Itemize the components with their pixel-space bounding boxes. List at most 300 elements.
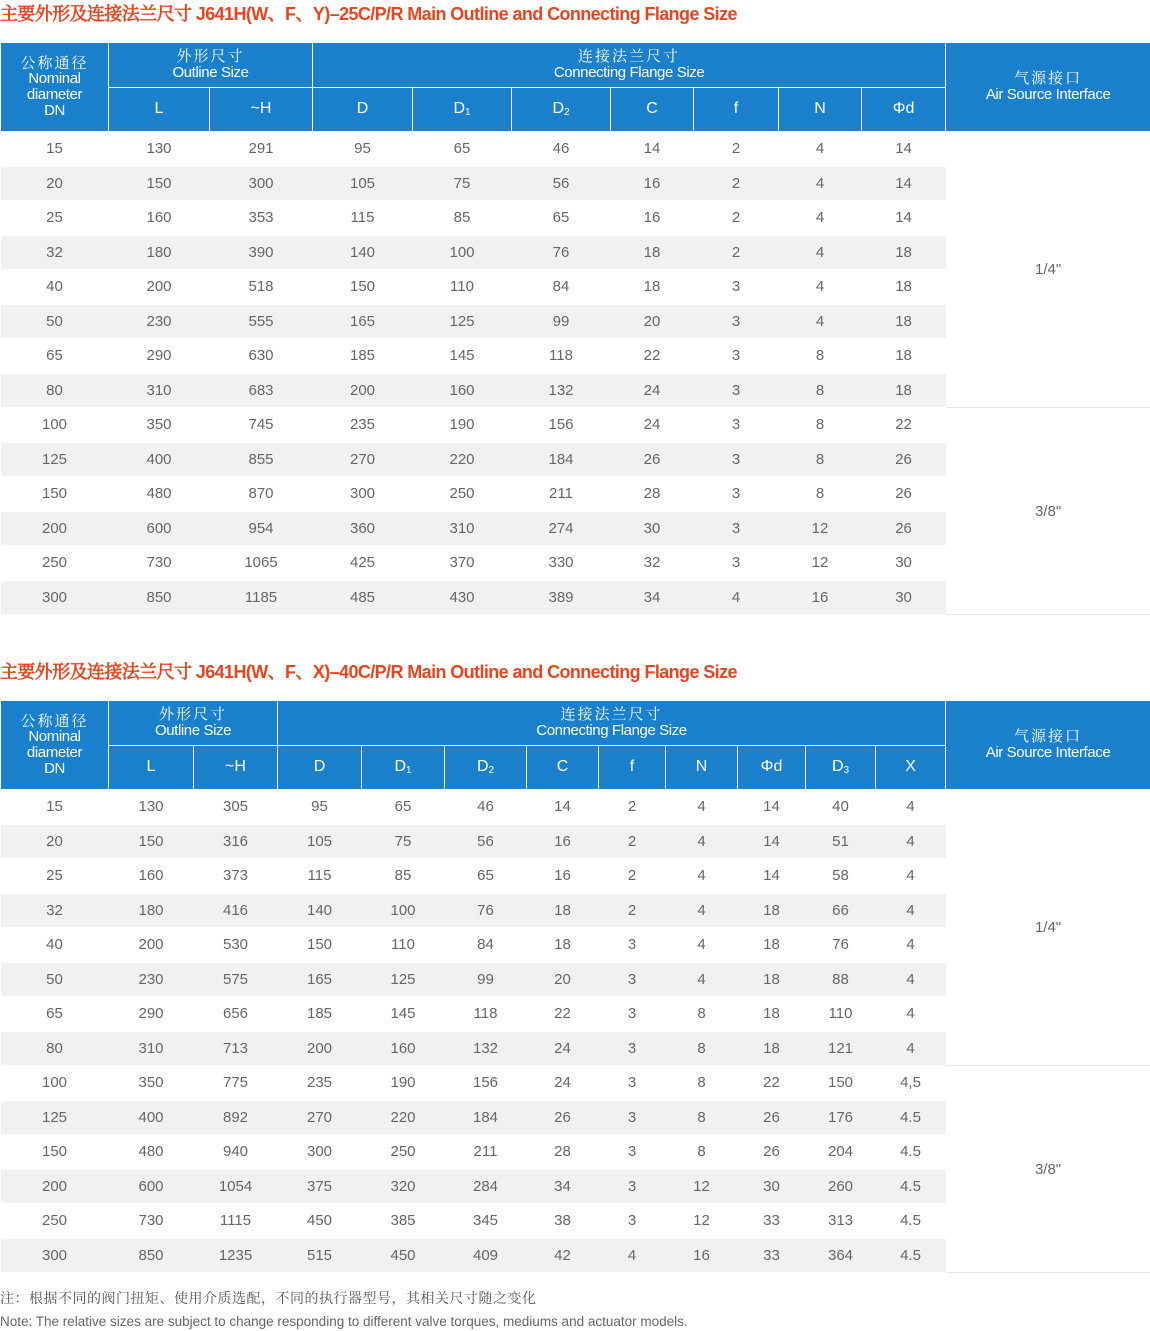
table-cell: 230 bbox=[109, 304, 210, 339]
table-cell: 360 bbox=[313, 511, 413, 546]
table-cell: 8 bbox=[779, 442, 862, 477]
table-cell: 14 bbox=[527, 790, 599, 825]
table-cell: 200 bbox=[313, 373, 413, 408]
dn-cell: 125 bbox=[1, 1100, 109, 1135]
dn-cell: 200 bbox=[1, 511, 109, 546]
table-cell: 2 bbox=[694, 235, 779, 270]
table-row bbox=[1, 790, 1150, 825]
table-cell: 515 bbox=[278, 1238, 362, 1273]
table-cell: 310 bbox=[109, 1031, 194, 1066]
table-cell: 310 bbox=[413, 511, 512, 546]
dn-cell: 20 bbox=[1, 824, 109, 859]
table-cell: 656 bbox=[194, 997, 278, 1032]
table-cell: 18 bbox=[862, 339, 946, 374]
table-cell: 184 bbox=[512, 442, 611, 477]
table-cell: 176 bbox=[806, 1100, 876, 1135]
table-cell: 3 bbox=[694, 511, 779, 546]
table-cell: 85 bbox=[362, 859, 445, 894]
table-cell: 200 bbox=[278, 1031, 362, 1066]
column-header: L bbox=[109, 746, 194, 790]
air-source-cell: 1/4" bbox=[946, 790, 1150, 1066]
table-cell: 156 bbox=[445, 1066, 527, 1101]
table-cell: 4 bbox=[876, 859, 946, 894]
table-cell: 1115 bbox=[194, 1204, 278, 1239]
table-cell: 18 bbox=[527, 928, 599, 963]
table-cell: 211 bbox=[512, 477, 611, 512]
table-cell: 300 bbox=[313, 477, 413, 512]
table-cell: 3 bbox=[599, 1100, 666, 1135]
table-cell: 290 bbox=[109, 997, 194, 1032]
table-cell: 450 bbox=[278, 1204, 362, 1239]
table-cell: 110 bbox=[806, 997, 876, 1032]
table-cell: 24 bbox=[611, 408, 694, 443]
table-cell: 1054 bbox=[194, 1169, 278, 1204]
table-cell: 160 bbox=[109, 859, 194, 894]
table-cell: 110 bbox=[413, 270, 512, 305]
dn-cell: 32 bbox=[1, 235, 109, 270]
table-cell: 20 bbox=[611, 304, 694, 339]
table1-title: 主要外形及连接法兰尺寸 J641H(W、F、Y)–25C/P/R Main Outline and Connecting Flange Size bbox=[0, 4, 737, 24]
table-cell: 66 bbox=[806, 893, 876, 928]
table-cell: 3 bbox=[599, 997, 666, 1032]
table-cell: 184 bbox=[445, 1100, 527, 1135]
table-cell: 99 bbox=[445, 962, 527, 997]
table-cell: 291 bbox=[210, 132, 313, 167]
table-cell: 84 bbox=[512, 270, 611, 305]
table-cell: 370 bbox=[413, 546, 512, 581]
column-header: C bbox=[611, 88, 694, 132]
note-english: Note: The relative sizes are subject to change responding to different valve torques, mediums and actuator models. bbox=[0, 1314, 688, 1329]
table-cell: 1185 bbox=[210, 580, 313, 615]
table-cell: 4.5 bbox=[876, 1135, 946, 1170]
dn-cell: 40 bbox=[1, 928, 109, 963]
table-cell: 2 bbox=[599, 824, 666, 859]
table-cell: 95 bbox=[313, 132, 413, 167]
table-cell: 316 bbox=[194, 824, 278, 859]
table-cell: 8 bbox=[666, 1066, 738, 1101]
table-cell: 775 bbox=[194, 1066, 278, 1101]
table-cell: 3 bbox=[599, 928, 666, 963]
table-cell: 4,5 bbox=[876, 1066, 946, 1101]
table-cell: 518 bbox=[210, 270, 313, 305]
table-cell: 3 bbox=[599, 1204, 666, 1239]
table-cell: 3 bbox=[694, 442, 779, 477]
table-cell: 4 bbox=[779, 235, 862, 270]
table-cell: 180 bbox=[109, 893, 194, 928]
table-cell: 40 bbox=[806, 790, 876, 825]
table-cell: 940 bbox=[194, 1135, 278, 1170]
table-cell: 12 bbox=[779, 511, 862, 546]
table-cell: 33 bbox=[738, 1204, 806, 1239]
table-cell: 850 bbox=[109, 1238, 194, 1273]
table-cell: 260 bbox=[806, 1169, 876, 1204]
table-cell: 364 bbox=[806, 1238, 876, 1273]
table-cell: 4 bbox=[876, 962, 946, 997]
table-cell: 132 bbox=[445, 1031, 527, 1066]
table-cell: 26 bbox=[611, 442, 694, 477]
table-cell: 88 bbox=[806, 962, 876, 997]
table-cell: 42 bbox=[527, 1238, 599, 1273]
table-cell: 3 bbox=[694, 339, 779, 374]
table-cell: 745 bbox=[210, 408, 313, 443]
table-cell: 75 bbox=[413, 166, 512, 201]
table-cell: 270 bbox=[313, 442, 413, 477]
table-cell: 1235 bbox=[194, 1238, 278, 1273]
table-cell: 190 bbox=[362, 1066, 445, 1101]
outline-size-header: 外形尺寸 Outline Size bbox=[109, 43, 313, 88]
table-cell: 125 bbox=[362, 962, 445, 997]
table-cell: 26 bbox=[738, 1100, 806, 1135]
table-cell: 105 bbox=[313, 166, 413, 201]
table-cell: 18 bbox=[527, 893, 599, 928]
table-cell: 409 bbox=[445, 1238, 527, 1273]
table-cell: 8 bbox=[666, 997, 738, 1032]
dn-cell: 50 bbox=[1, 304, 109, 339]
table-cell: 2 bbox=[599, 790, 666, 825]
column-header: N bbox=[666, 746, 738, 790]
table-cell: 115 bbox=[313, 201, 413, 236]
table2-title: 主要外形及连接法兰尺寸 J641H(W、F、X)–40C/P/R Main Outline and Connecting Flange Size bbox=[0, 662, 737, 682]
table-cell: 2 bbox=[694, 132, 779, 167]
table-cell: 313 bbox=[806, 1204, 876, 1239]
table-cell: 8 bbox=[779, 408, 862, 443]
table-cell: 150 bbox=[109, 824, 194, 859]
table-cell: 14 bbox=[738, 790, 806, 825]
column-header: Φd bbox=[738, 746, 806, 790]
dn-cell: 125 bbox=[1, 442, 109, 477]
table-cell: 730 bbox=[109, 1204, 194, 1239]
table-cell: 211 bbox=[445, 1135, 527, 1170]
table-cell: 18 bbox=[862, 270, 946, 305]
table-cell: 310 bbox=[109, 373, 210, 408]
table-cell: 430 bbox=[413, 580, 512, 615]
table-cell: 3 bbox=[694, 477, 779, 512]
table-cell: 100 bbox=[362, 893, 445, 928]
table-cell: 18 bbox=[738, 962, 806, 997]
table-cell: 18 bbox=[862, 235, 946, 270]
column-header: L bbox=[109, 88, 210, 132]
table-cell: 8 bbox=[779, 339, 862, 374]
table-cell: 30 bbox=[862, 580, 946, 615]
table-cell: 3 bbox=[694, 408, 779, 443]
dn-cell: 80 bbox=[1, 373, 109, 408]
table-cell: 14 bbox=[738, 824, 806, 859]
table-cell: 3 bbox=[694, 546, 779, 581]
table-cell: 4 bbox=[666, 928, 738, 963]
table-cell: 26 bbox=[862, 477, 946, 512]
dn-cell: 40 bbox=[1, 270, 109, 305]
table-cell: 65 bbox=[512, 201, 611, 236]
air-source-cell: 3/8" bbox=[946, 1066, 1150, 1273]
table-cell: 14 bbox=[862, 132, 946, 167]
table-cell: 85 bbox=[413, 201, 512, 236]
column-header: ~H bbox=[194, 746, 278, 790]
table-cell: 125 bbox=[413, 304, 512, 339]
table-cell: 270 bbox=[278, 1100, 362, 1135]
table-cell: 150 bbox=[313, 270, 413, 305]
table-row bbox=[1, 132, 1150, 167]
dn-cell: 20 bbox=[1, 166, 109, 201]
table-cell: 145 bbox=[413, 339, 512, 374]
table-cell: 320 bbox=[362, 1169, 445, 1204]
table-cell: 130 bbox=[109, 790, 194, 825]
table-cell: 4 bbox=[876, 824, 946, 859]
table-cell: 30 bbox=[738, 1169, 806, 1204]
table-cell: 33 bbox=[738, 1238, 806, 1273]
table-cell: 220 bbox=[413, 442, 512, 477]
table-cell: 160 bbox=[109, 201, 210, 236]
table-cell: 56 bbox=[512, 166, 611, 201]
table-cell: 892 bbox=[194, 1100, 278, 1135]
table-cell: 118 bbox=[512, 339, 611, 374]
table-cell: 8 bbox=[666, 1135, 738, 1170]
column-header: Φd bbox=[862, 88, 946, 132]
table-cell: 385 bbox=[362, 1204, 445, 1239]
table-cell: 345 bbox=[445, 1204, 527, 1239]
table-cell: 26 bbox=[527, 1100, 599, 1135]
table-cell: 850 bbox=[109, 580, 210, 615]
table-cell: 14 bbox=[862, 201, 946, 236]
flange-size-header: 连接法兰尺寸 Connecting Flange Size bbox=[278, 701, 946, 746]
dimension-table-25c bbox=[0, 42, 1150, 615]
column-header: $D_1$ bbox=[362, 746, 445, 790]
column-header: $D_2$ bbox=[512, 88, 611, 132]
table-cell: 32 bbox=[611, 546, 694, 581]
table-cell: 12 bbox=[666, 1169, 738, 1204]
table-cell: 1065 bbox=[210, 546, 313, 581]
table-cell: 28 bbox=[527, 1135, 599, 1170]
table-cell: 4 bbox=[666, 790, 738, 825]
table-cell: 389 bbox=[512, 580, 611, 615]
table-cell: 4 bbox=[779, 166, 862, 201]
table-cell: 3 bbox=[694, 270, 779, 305]
table-cell: 4 bbox=[779, 201, 862, 236]
table-cell: 3 bbox=[599, 962, 666, 997]
table-cell: 190 bbox=[413, 408, 512, 443]
table-cell: 18 bbox=[611, 235, 694, 270]
table-cell: 24 bbox=[527, 1066, 599, 1101]
table-cell: 76 bbox=[512, 235, 611, 270]
dn-cell: 100 bbox=[1, 1066, 109, 1101]
table-cell: 575 bbox=[194, 962, 278, 997]
table-cell: 26 bbox=[862, 442, 946, 477]
table-cell: 480 bbox=[109, 1135, 194, 1170]
table-cell: 4.5 bbox=[876, 1169, 946, 1204]
table-cell: 18 bbox=[611, 270, 694, 305]
table-cell: 34 bbox=[611, 580, 694, 615]
dn-cell: 200 bbox=[1, 1169, 109, 1204]
table-cell: 145 bbox=[362, 997, 445, 1032]
table-cell: 8 bbox=[779, 373, 862, 408]
dn-cell: 150 bbox=[1, 477, 109, 512]
table-cell: 14 bbox=[611, 132, 694, 167]
table-cell: 16 bbox=[527, 859, 599, 894]
table-cell: 200 bbox=[109, 928, 194, 963]
table-cell: 14 bbox=[862, 166, 946, 201]
table-cell: 3 bbox=[599, 1031, 666, 1066]
table-cell: 22 bbox=[527, 997, 599, 1032]
table-cell: 16 bbox=[527, 824, 599, 859]
table-cell: 24 bbox=[611, 373, 694, 408]
table-cell: 16 bbox=[611, 166, 694, 201]
column-header: $D_3$ bbox=[806, 746, 876, 790]
dn-cell: 250 bbox=[1, 546, 109, 581]
table-cell: 160 bbox=[413, 373, 512, 408]
table-cell: 2 bbox=[694, 201, 779, 236]
table-cell: 4 bbox=[779, 270, 862, 305]
table-cell: 3 bbox=[599, 1066, 666, 1101]
table-cell: 165 bbox=[313, 304, 413, 339]
table-cell: 8 bbox=[666, 1100, 738, 1135]
table-cell: 4 bbox=[599, 1238, 666, 1273]
table-cell: 56 bbox=[445, 824, 527, 859]
air-source-header: 气源接口 Air Source Interface bbox=[946, 701, 1150, 790]
table-cell: 555 bbox=[210, 304, 313, 339]
table-cell: 20 bbox=[527, 962, 599, 997]
table-cell: 140 bbox=[278, 893, 362, 928]
table-cell: 26 bbox=[738, 1135, 806, 1170]
table-cell: 230 bbox=[109, 962, 194, 997]
table-cell: 870 bbox=[210, 477, 313, 512]
table-cell: 4 bbox=[876, 893, 946, 928]
table-cell: 400 bbox=[109, 442, 210, 477]
dn-cell: 50 bbox=[1, 962, 109, 997]
dn-cell: 15 bbox=[1, 132, 109, 167]
table-cell: 300 bbox=[210, 166, 313, 201]
table-cell: 284 bbox=[445, 1169, 527, 1204]
column-header: C bbox=[527, 746, 599, 790]
table-cell: 65 bbox=[362, 790, 445, 825]
flange-size-header: 连接法兰尺寸 Connecting Flange Size bbox=[313, 43, 946, 88]
table-cell: 95 bbox=[278, 790, 362, 825]
table-cell: 22 bbox=[862, 408, 946, 443]
table-cell: 18 bbox=[738, 893, 806, 928]
table-cell: 4 bbox=[876, 790, 946, 825]
table-cell: 305 bbox=[194, 790, 278, 825]
column-header: N bbox=[779, 88, 862, 132]
table-cell: 150 bbox=[278, 928, 362, 963]
table-cell: 51 bbox=[806, 824, 876, 859]
table-cell: 390 bbox=[210, 235, 313, 270]
table-cell: 300 bbox=[278, 1135, 362, 1170]
table-cell: 38 bbox=[527, 1204, 599, 1239]
table-cell: 4 bbox=[666, 859, 738, 894]
table-cell: 46 bbox=[512, 132, 611, 167]
table-cell: 65 bbox=[445, 859, 527, 894]
table-cell: 375 bbox=[278, 1169, 362, 1204]
dn-cell: 15 bbox=[1, 790, 109, 825]
table-cell: 4.5 bbox=[876, 1238, 946, 1273]
dn-header: 公称通径 Nominal diameter DN bbox=[1, 43, 109, 132]
column-header: $D_2$ bbox=[445, 746, 527, 790]
table-cell: 425 bbox=[313, 546, 413, 581]
table-cell: 274 bbox=[512, 511, 611, 546]
table-cell: 156 bbox=[512, 408, 611, 443]
dn-cell: 25 bbox=[1, 201, 109, 236]
table-cell: 713 bbox=[194, 1031, 278, 1066]
dn-cell: 300 bbox=[1, 1238, 109, 1273]
table-cell: 600 bbox=[109, 511, 210, 546]
table-cell: 18 bbox=[862, 373, 946, 408]
dn-cell: 100 bbox=[1, 408, 109, 443]
column-header: f bbox=[694, 88, 779, 132]
table-cell: 290 bbox=[109, 339, 210, 374]
table-cell: 140 bbox=[313, 235, 413, 270]
outline-size-header: 外形尺寸 Outline Size bbox=[109, 701, 278, 746]
table-cell: 22 bbox=[611, 339, 694, 374]
table-cell: 350 bbox=[109, 1066, 194, 1101]
table-cell: 185 bbox=[278, 997, 362, 1032]
table-cell: 16 bbox=[611, 201, 694, 236]
table-cell: 2 bbox=[694, 166, 779, 201]
table-cell: 34 bbox=[527, 1169, 599, 1204]
table-cell: 250 bbox=[413, 477, 512, 512]
table-cell: 18 bbox=[738, 997, 806, 1032]
table-row bbox=[1, 408, 1150, 443]
air-source-cell: 1/4" bbox=[946, 132, 1150, 408]
air-source-cell: 3/8" bbox=[946, 408, 1150, 615]
table-cell: 115 bbox=[278, 859, 362, 894]
table-cell: 4 bbox=[666, 824, 738, 859]
table-cell: 350 bbox=[109, 408, 210, 443]
table-cell: 150 bbox=[109, 166, 210, 201]
table-cell: 46 bbox=[445, 790, 527, 825]
table-cell: 4 bbox=[666, 893, 738, 928]
table-cell: 954 bbox=[210, 511, 313, 546]
table-cell: 3 bbox=[694, 304, 779, 339]
table-cell: 4 bbox=[876, 928, 946, 963]
table-cell: 118 bbox=[445, 997, 527, 1032]
table-cell: 28 bbox=[611, 477, 694, 512]
dn-cell: 150 bbox=[1, 1135, 109, 1170]
table-cell: 2 bbox=[599, 893, 666, 928]
table-cell: 400 bbox=[109, 1100, 194, 1135]
table-cell: 26 bbox=[862, 511, 946, 546]
dimension-table-40c bbox=[0, 700, 1150, 1273]
dn-cell: 80 bbox=[1, 1031, 109, 1066]
table-cell: 4 bbox=[694, 580, 779, 615]
table-cell: 530 bbox=[194, 928, 278, 963]
table-cell: 16 bbox=[779, 580, 862, 615]
table-cell: 16 bbox=[666, 1238, 738, 1273]
table-cell: 30 bbox=[611, 511, 694, 546]
table-cell: 121 bbox=[806, 1031, 876, 1066]
table-cell: 8 bbox=[779, 477, 862, 512]
air-source-header: 气源接口 Air Source Interface bbox=[946, 43, 1150, 132]
table-row bbox=[1, 1066, 1150, 1101]
table-cell: 58 bbox=[806, 859, 876, 894]
table-cell: 235 bbox=[313, 408, 413, 443]
table-cell: 2 bbox=[599, 859, 666, 894]
table-cell: 485 bbox=[313, 580, 413, 615]
table-cell: 630 bbox=[210, 339, 313, 374]
table-cell: 220 bbox=[362, 1100, 445, 1135]
table-cell: 4 bbox=[779, 132, 862, 167]
table-cell: 373 bbox=[194, 859, 278, 894]
table-cell: 76 bbox=[445, 893, 527, 928]
table-cell: 4 bbox=[876, 1031, 946, 1066]
table-cell: 24 bbox=[527, 1031, 599, 1066]
table-cell: 185 bbox=[313, 339, 413, 374]
table-cell: 150 bbox=[806, 1066, 876, 1101]
dn-cell: 32 bbox=[1, 893, 109, 928]
column-header: f bbox=[599, 746, 666, 790]
dn-cell: 300 bbox=[1, 580, 109, 615]
column-header: D bbox=[278, 746, 362, 790]
table-cell: 165 bbox=[278, 962, 362, 997]
table-cell: 3 bbox=[599, 1135, 666, 1170]
column-header: X bbox=[876, 746, 946, 790]
